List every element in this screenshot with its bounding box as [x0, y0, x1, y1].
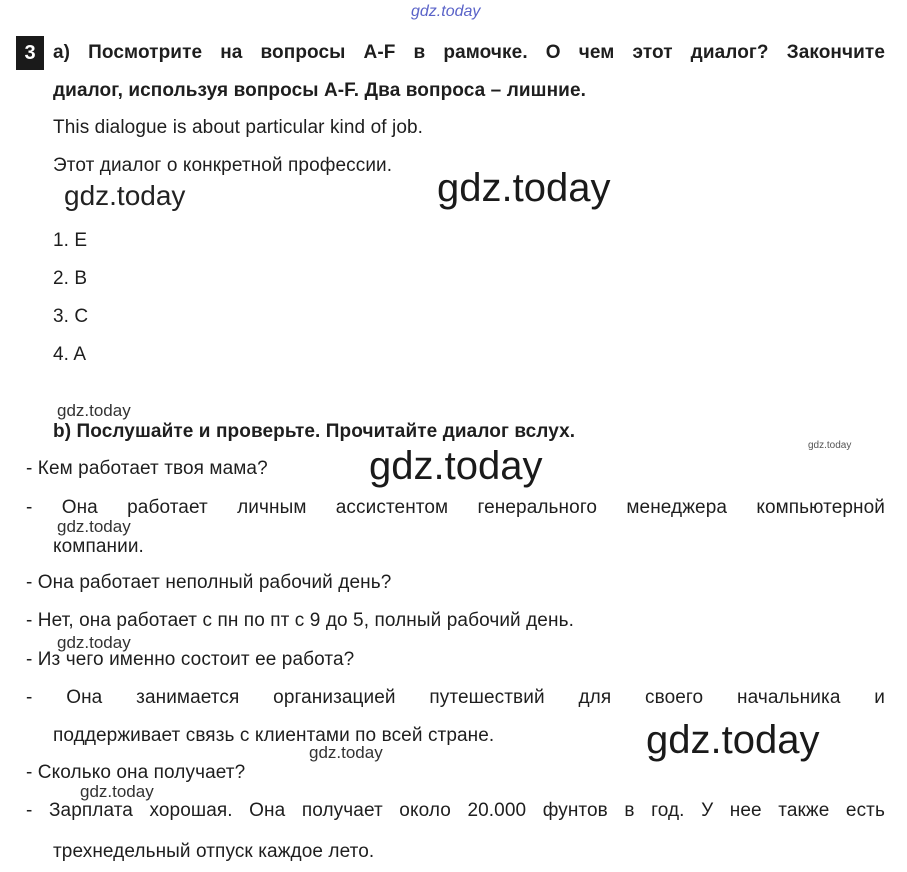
watermark-tiny: gdz.today [808, 440, 852, 451]
dialogue-line: - Она занимается организацией путешествий для своего начальника и [26, 687, 885, 708]
watermark-medium-1: gdz.today [64, 180, 186, 211]
watermark-large-1: gdz.today [437, 166, 611, 210]
answer-item: 1. E [53, 230, 88, 251]
dialogue-line: - Зарплата хорошая. Она получает около 20.000 фунтов в год. У нее также есть [26, 800, 885, 821]
dialogue-line-continuation: трехнедельный отпуск каждое лето. [53, 841, 375, 862]
dialogue-line: - Нет, она работает с пн по пт с 9 до 5, полный рабочий день. [26, 610, 574, 631]
watermark-small-3: gdz.today [57, 633, 131, 652]
watermark-large-3: gdz.today [646, 718, 820, 762]
part-a-answer-en: This dialogue is about particular kind of job. [53, 117, 424, 138]
dialogue-line: - Сколько она получает? [26, 762, 246, 783]
part-a-answer-ru: Этот диалог о конкретной профессии. [53, 155, 393, 176]
answer-item: 3. C [53, 306, 89, 327]
watermark-large-2: gdz.today [369, 444, 543, 488]
dialogue-line: - Она работает неполный рабочий день? [26, 572, 392, 593]
watermark-small-2: gdz.today [57, 517, 131, 536]
watermark-small-4: gdz.today [309, 743, 383, 762]
dialogue-line: - Она работает личным ассистентом генерального менеджера компьютерной [26, 497, 885, 518]
dialogue-line-continuation: поддерживает связь с клиентами по всей стране. [53, 725, 495, 746]
part-a-heading-line1: a) Посмотрите на вопросы A-F в рамочке. О чем этот диалог? Закончите [53, 42, 885, 63]
watermark-small-1: gdz.today [57, 401, 131, 420]
watermark-top: gdz.today [411, 3, 481, 20]
exercise-number-badge: 3 [16, 36, 44, 70]
watermark-small-5: gdz.today [80, 782, 154, 801]
dialogue-line: - Из чего именно состоит ее работа? [26, 649, 355, 670]
dialogue-line: - Кем работает твоя мама? [26, 458, 268, 479]
dialogue-line-continuation: компании. [53, 536, 144, 557]
answer-item: 2. B [53, 268, 88, 289]
answer-item: 4. A [53, 344, 87, 365]
part-a-heading-line2: диалог, используя вопросы A-F. Два вопроса – лишние. [53, 80, 587, 101]
part-b-heading: b) Послушайте и проверьте. Прочитайте диалог вслух. [53, 421, 576, 442]
